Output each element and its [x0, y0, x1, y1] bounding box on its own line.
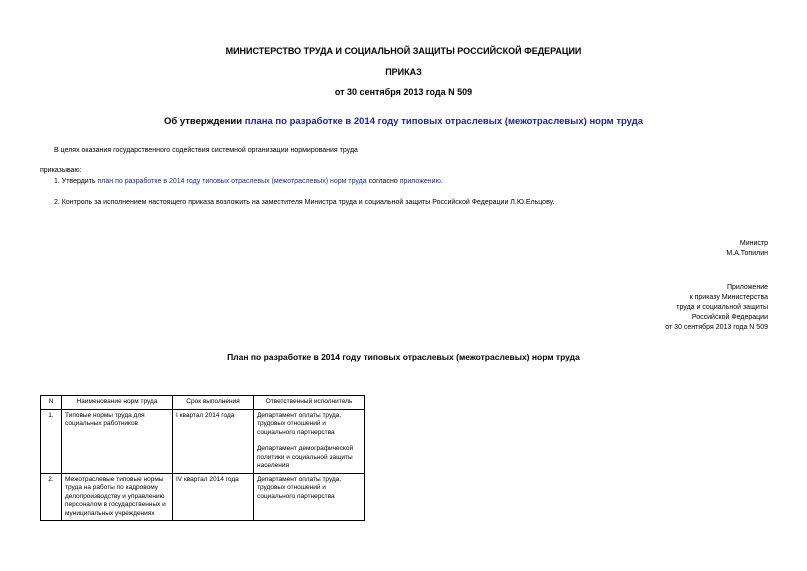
- appendix-line-1: Приложение: [726, 284, 768, 291]
- item1-suffix: .: [440, 178, 443, 185]
- ministry-header: МИНИСТЕРСТВО ТРУДА И СОЦИАЛЬНОЙ ЗАЩИТЫ РОССИЙСКОЙ ФЕДЕРАЦИИ: [225, 46, 582, 56]
- item1-middle: согласно: [366, 178, 400, 185]
- document-title: [0, 116, 807, 127]
- item1-appendix-link[interactable]: приложению: [399, 178, 441, 185]
- plan-table: [40, 395, 365, 521]
- responsible-dept-1: Департамент оплаты труда, трудовых отношений и социального партнерства: [257, 411, 342, 436]
- appendix-line-5: от 30 сентября 2013 года N 509: [665, 324, 768, 331]
- responsible-dept-1: Департамент оплаты труда, трудовых отношений и социального партнерства: [257, 475, 342, 500]
- appendix-line-4: Российской Федерации: [691, 314, 768, 321]
- column-header-responsible: Ответственный исполнитель: [254, 396, 365, 410]
- order-word: приказываю:: [40, 167, 82, 174]
- title-prefix: Об утверждении: [163, 116, 245, 127]
- appendix-line-2: к приказу Министерства: [689, 294, 768, 301]
- title-plan-link[interactable]: плана по разработке в 2014 году типовых отраслевых (межотраслевых) норм труда: [244, 116, 644, 127]
- signature-name: М.А.Топилин: [726, 250, 768, 257]
- order-item-2: 2. Контроль за исполнением настоящего приказа возложить на заместителя Министра труда и социальной защиты Российской Федерации Л.Ю.Ельцову.: [54, 199, 555, 206]
- row-name: Типовые нормы труда для социальных работников: [62, 409, 173, 473]
- signature-block: [726, 239, 768, 259]
- table-header-row: [41, 396, 365, 410]
- row-responsible: [254, 409, 365, 473]
- row-term: IV квартал 2014 года: [173, 473, 254, 521]
- doc-date-number: от 30 сентября 2013 года N 509: [334, 87, 473, 97]
- table-row: [41, 409, 365, 473]
- appendix-line-3: труда и социальной защиты: [676, 304, 768, 311]
- column-header-term: Срок выполнения: [173, 396, 254, 410]
- item1-plan-link[interactable]: план по разработке в 2014 году типовых отраслевых (межотраслевых) норм труда: [97, 178, 367, 185]
- column-header-n: N: [41, 396, 62, 410]
- row-responsible: [254, 473, 365, 521]
- item1-prefix: 1. Утвердить: [54, 178, 98, 185]
- table-row: [41, 473, 365, 521]
- row-name: Межотраслевые типовые нормы труда на работы по кадровому делопроизводству и управлению персоналом в государственных и муниципальных учреждениях: [62, 473, 173, 521]
- signature-position: Министр: [739, 240, 768, 247]
- row-number: 1.: [41, 409, 62, 473]
- responsible-dept-2: Департамент демографической политики и социальной защиты населения: [257, 445, 354, 469]
- plan-title: План по разработке в 2014 году типовых отраслевых (межотраслевых) норм труда: [227, 352, 580, 362]
- column-header-name: Наименование норм труда: [62, 396, 173, 410]
- row-number: 2.: [41, 473, 62, 521]
- row-term: I квартал 2014 года: [173, 409, 254, 473]
- doc-type: ПРИКАЗ: [385, 67, 422, 77]
- order-item-1: [54, 178, 443, 185]
- preamble-text: В целях оказания государственного содействия системной организации нормирования труда: [54, 147, 358, 154]
- appendix-note: [665, 283, 768, 333]
